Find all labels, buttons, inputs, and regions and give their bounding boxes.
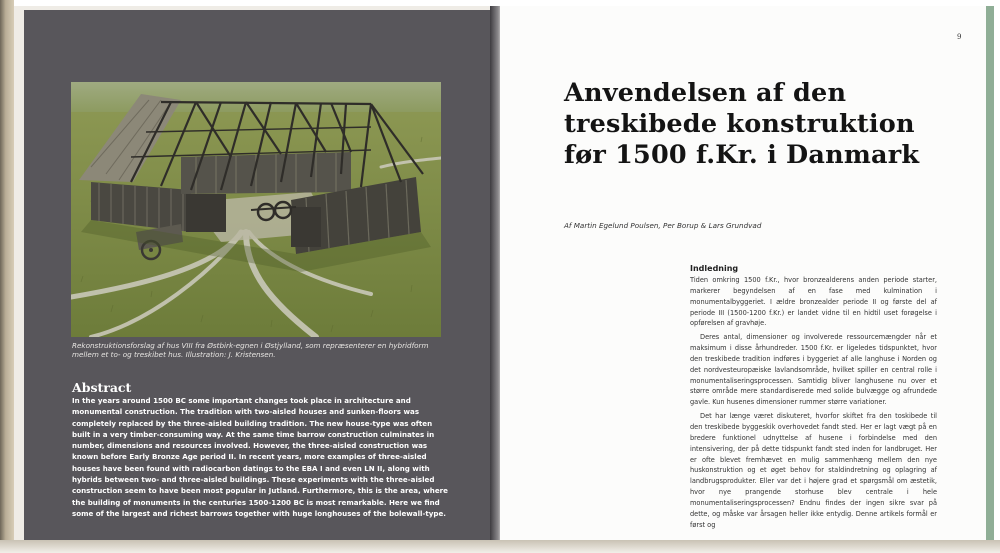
illustration-caption: Rekonstruktionsforslag af hus VIII fra Østbirk-egnen i Østjylland, som repræsenterer en hybridform mellem et to- og treskibet hus. Illustration: J. Kristensen.	[72, 341, 429, 359]
paragraph: Tiden omkring 1500 f.Kr., hvor bronzealderens anden periode starter, markerer begyndelsen af en fase med kulmination i monumentalbyggeriet. I ældre bronzealder periode II og første del af periode III (1500-1200 f.Kr.) er landet vidne til en hidtil uset forøgelse i opførelsen af gravhøje.	[690, 276, 937, 328]
title-line: treskibede konstruktion	[564, 109, 915, 139]
title-line: før 1500 f.Kr. i Danmark	[564, 140, 920, 170]
article-authors: Af Martin Egelund Poulsen, Per Borup & Lars Grundvad	[564, 221, 762, 230]
book-edge-left	[0, 0, 14, 553]
abstract-heading: Abstract	[72, 380, 132, 395]
title-line: Anvendelsen af den	[564, 78, 847, 108]
page-number: 9	[957, 33, 962, 41]
article-title	[564, 78, 974, 171]
section-heading: Indledning	[690, 264, 739, 273]
article-body	[690, 275, 937, 530]
reconstruction-illustration	[71, 82, 441, 337]
book-edge-bottom	[0, 540, 1000, 553]
paragraph: Det har længe været diskuteret, hvorfor skiftet fra den toskibede til den treskibede byggeskik overhovedet fandt sted. Her er lagt vægt på en bredere funktionel udnyttelse af husene i forbindelse med den intensivering, der på dette tidspunkt fandt sted inden for landbruget. Her er ofte blevet fremhævet en mulig sammenhæng mellem den nye huskonstruktion og et øget behov for staldindretning og oplagring af landbrugsprodukter. Eller var det i højere grad et spørgsmål om æstetik, hvor nye prangende storhuse blev centrale i hele monumentaliseringsprocessen? Endnu findes der ingen sikre svar på dette, og måske var årsagen heller ikke entydig. Denne artikels formål er først og	[690, 412, 937, 529]
abstract-text: In the years around 1500 BC some important changes took place in architecture and monumental construction. The tradition with two-aisled houses and sunken-floors was completely replaced by the three-aisled building tradition. The new house-type was often built in a very timber-consuming way. At the same time barrow construction culminates in number, dimensions and resources involved. However, the three-aisled construction was known before Early Bronze Age period II. In recent years, more examples of three-aisled houses have been found with radiocarbon datings to the EBA I and even LN II, along with hybrids between two- and three-aisled buildings. These experiments with the three-aisled construction seem to have been most popular in Jutland. Furthermore, this is the area, where the building of monuments in the centuries 1500-1200 BC is most remarkable. Here we find some of the largest and richest barrows together with huge longhouses of the bolewall-type.	[72, 396, 448, 518]
book-cover-edge	[986, 6, 994, 546]
paragraph: Deres antal, dimensioner og involverede ressourcemængder når et maksimum i disse århundreder. 1500 f.Kr. er ligeledes tidspunktet, hvor den treskibede tradition indføres i byggeriet af alle langhuse i Norden og det nordvesteuropæiske lavlandsområde, hvilket spiller en central rolle i monumentaliseringsprocessen. Samtidig bliver langhusene nu over et større område mere standardiserede med solide bulvægge og afrundede gavle. Kun husenes dimensioner rummer større variationer.	[690, 333, 937, 407]
